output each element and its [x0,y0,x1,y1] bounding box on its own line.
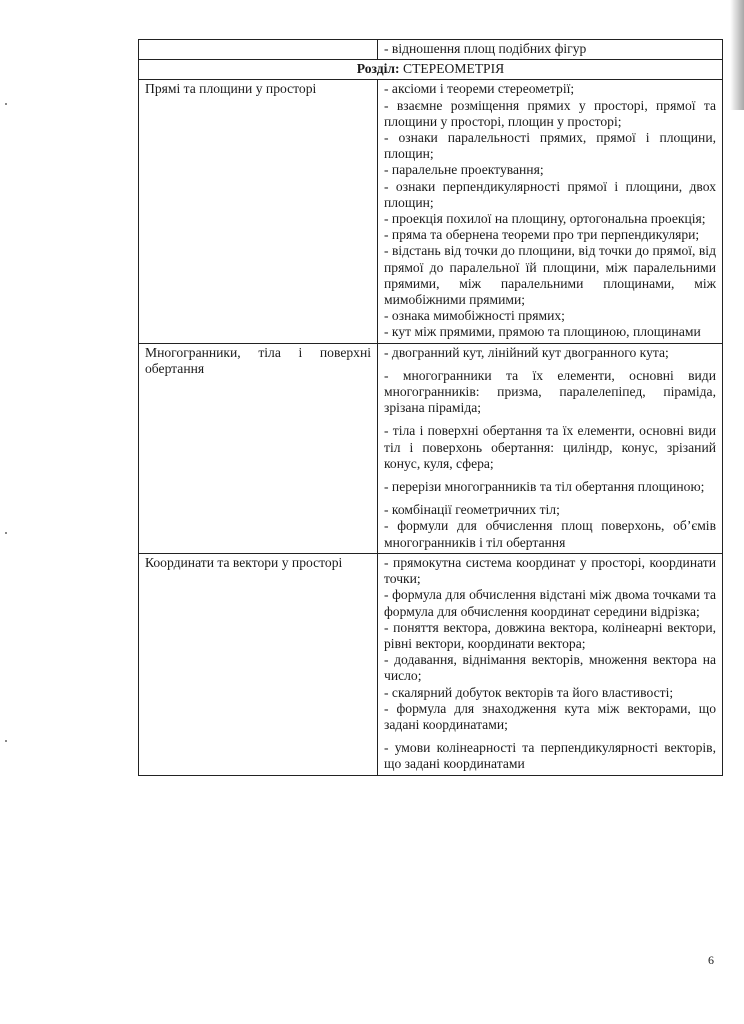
content-item: - проекція похилої на площину, ортогональна проекція; [384,211,706,227]
table-row [139,80,723,343]
content-item: - умови колінеарності та перпендикулярності векторів, що задані координатами [384,740,716,772]
content-item: - двогранний кут, лінійний кут двогранного кута; [384,344,669,360]
topic-title: Прямі та площини у просторі [145,81,317,97]
table-row [139,343,723,553]
scan-speck [5,740,7,742]
content-item: - ознаки паралельності прямих, прямої і площини, площин; [384,130,716,162]
page-number: 6 [708,953,714,967]
content-item: - кут між прямими, прямою та площиною, площинами [384,324,701,340]
content-item: - відношення площ подібних фігур [384,41,587,56]
content-item: - формули для обчислення площ поверхонь, об’ємів многогранників і тіл обертання [384,518,716,550]
section-label: Розділ: [356,61,400,77]
content-item: - формула для знаходження кута між векторами, що задані координатами; [384,700,716,732]
scan-speck [5,532,7,534]
table-row [139,553,723,775]
curriculum-table [138,39,723,776]
content-item: - додавання, віднімання векторів, множення вектора на число; [384,652,716,684]
content-item: - пряма та обернена теореми про три перпендикуляри; [384,227,700,243]
content-cell [378,553,723,775]
topic-cell [139,343,378,553]
content-item: - формула для обчислення відстані між двома точками та формула для обчислення координат середини відрізка; [384,587,716,619]
topic-cell-empty [139,40,378,60]
content-cell [378,343,723,553]
topic-title: Многогранники, тіла і поверхні обертання [145,344,371,376]
section-title: СТЕРЕОМЕТРІЯ [403,61,505,77]
section-header-row [139,60,723,80]
content-item: - аксіоми і теореми стереометрії; [384,81,575,97]
content-item: - поняття вектора, довжина вектора, колінеарні вектори, рівні вектори, координати вектора; [384,619,716,651]
scan-page-edge-shadow [730,0,744,110]
content-item: - паралельне проектування; [384,162,544,178]
content-item: - взаємне розміщення прямих у просторі, прямої та площини у просторі, площин у просторі; [384,97,716,129]
content-item: - ознака мимобіжності прямих; [384,308,565,324]
continued-row [139,40,723,60]
content-item: - прямокутна система координат у просторі, координати точки; [384,554,716,587]
content-item: - перерізи многогранників та тіл обертання площиною; [384,479,705,495]
topic-cell [139,80,378,343]
content-item: - тіла і поверхні обертання та їх елементи, основні види тіл і поверхонь обертання: циліндр, конус, зрізаний конус, куля, сфера; [384,423,716,471]
content-cell [378,80,723,343]
scan-speck [5,103,7,105]
section-header [139,60,723,80]
content-item: - ознаки перпендикулярності прямої і площини, двох площин; [384,178,716,210]
content-cell [378,40,723,60]
topic-cell [139,553,378,775]
content-item: - відстань від точки до площини, від точки до прямої, від прямої до паралельної їй площини, між паралельними прямими, між паралельними площинами, між мимобіжними прямими; [384,243,716,308]
content-item: - скалярний добуток векторів та його властивості; [384,684,674,700]
content-item: - многогранники та їх елементи, основні види многогранників: призма, паралелепіпед, піраміда, зрізана піраміда; [384,367,716,416]
topic-title: Координати та вектори у просторі [145,554,343,570]
content-item: - комбінації геометричних тіл; [384,502,560,518]
